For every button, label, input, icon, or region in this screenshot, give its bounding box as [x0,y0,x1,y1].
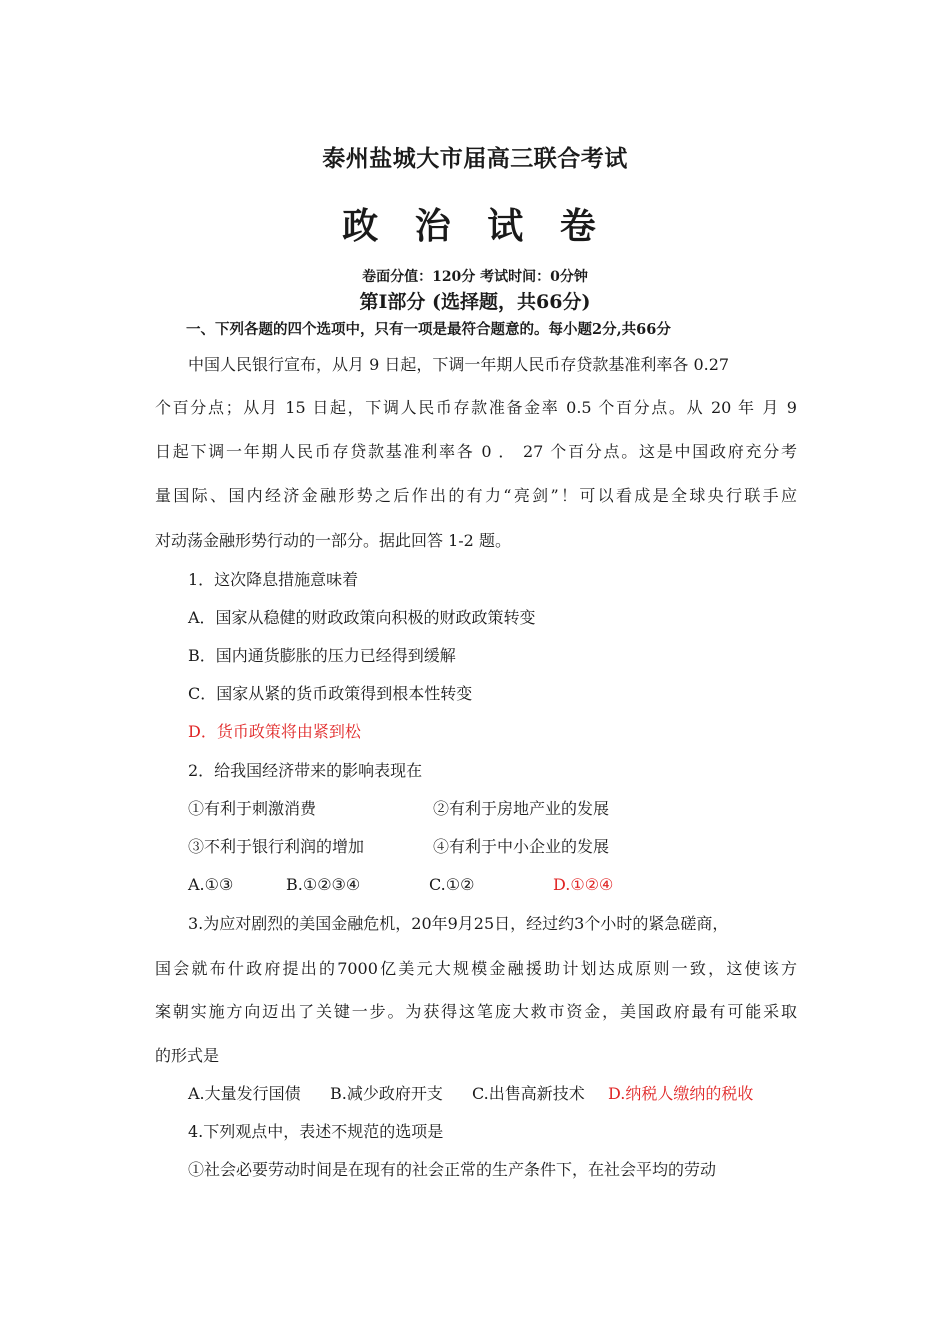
subject-title: 政 治 试 卷 [342,205,608,247]
section-instruction: 一、下列各题的四个选项中，只有一项是最符合题意的。每小题2分,共66分 [186,321,671,338]
passage-line: 对动荡金融形势行动的一部分。据此回答 1-2 题。 [155,531,511,550]
question-2-item-3: ③不利于银行利润的增加 [188,837,365,856]
passage-line: 日起下调一年期人民币存贷款基准利率各 0 ． 27 个百分点。这是中国政府充分考 [155,442,797,461]
question-3-line: 的形式是 [155,1046,220,1065]
question-4-stem: 4.下列观点中，表述不规范的选项是 [188,1122,444,1141]
question-1-option-c: C．国家从紧的货币政策得到根本性转变 [188,684,473,703]
question-2-option-c: C.①② [429,875,475,894]
question-3-line: 3.为应对剧烈的美国金融危机，20年9月25日，经过约3个小时的紧急磋商， [188,914,729,933]
question-3-option-c: C.出售高新技术 [472,1084,585,1103]
question-2-item-1: ①有利于刺激消费 [188,799,317,818]
passage-line: 量国际、国内经济金融形势之后作出的有力“亮剑”！可以看成是全球央行联手应 [155,486,797,505]
question-2-item-2: ②有利于房地产业的发展 [433,799,610,818]
passage-line: 个百分点；从月 15 日起，下调人民币存款准备金率 0.5 个百分点。从 20 年 月 9 [155,398,797,417]
question-3-answer-d: D.纳税人缴纳的税收 [608,1084,754,1103]
question-3-option-b: B.减少政府开支 [330,1084,443,1103]
question-1-stem: 1．这次降息措施意味着 [188,570,359,589]
passage-line: 中国人民银行宣布，从月 9 日起，下调一年期人民币存贷款基准利率各 0.27 [188,355,730,374]
question-2-answer-d: D.①②④ [553,875,614,894]
question-1-option-b: B．国内通货膨胀的压力已经得到缓解 [188,646,456,665]
question-4-item-1: ①社会必要劳动时间是在现有的社会正常的生产条件下，在社会平均的劳动 [188,1160,717,1179]
question-2-stem: 2．给我国经济带来的影响表现在 [188,761,423,780]
question-1-answer-d: D．货币政策将由紧到松 [188,722,361,741]
question-3-line: 案朝实施方向迈出了关键一步。为获得这笔庞大救市资金，美国政府最有可能采取 [155,1002,797,1021]
question-2-option-b: B.①②③④ [286,875,361,894]
question-2-item-4: ④有利于中小企业的发展 [433,837,610,856]
exam-meta: 卷面分值：120分 考试时间：0分钟 [362,269,588,285]
question-3-line: 国会就布什政府提出的7000亿美元大规模金融援助计划达成原则一致，这使该方 [155,959,797,978]
question-1-option-a: A．国家从稳健的财政政策向积极的财政政策转变 [188,608,536,627]
question-3-option-a: A.大量发行国债 [188,1084,301,1103]
exam-title: 泰州盐城大市届高三联合考试 [322,145,628,172]
question-2-option-a: A.①③ [188,875,234,894]
part-heading: 第Ⅰ部分 (选择题，共66分) [359,291,591,313]
